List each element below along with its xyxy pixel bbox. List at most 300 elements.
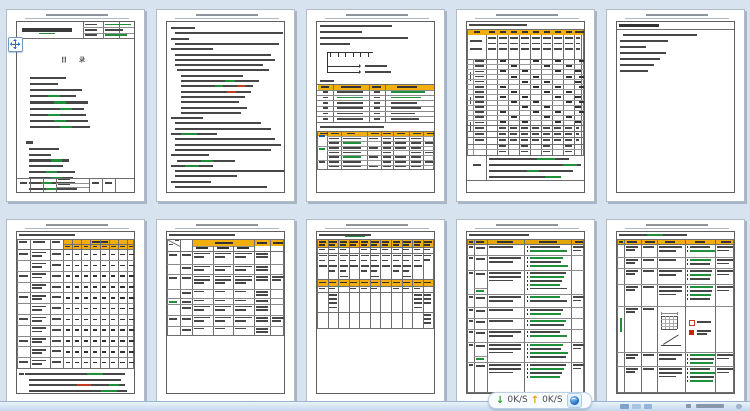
skeleton-text-line	[374, 102, 380, 104]
skeleton-text-line	[690, 298, 710, 300]
skeleton-text-line	[659, 368, 682, 370]
skeleton-text-line	[235, 291, 246, 293]
skeleton-text-line	[177, 69, 269, 71]
table-rule	[167, 264, 284, 265]
skeleton-text-line	[19, 234, 75, 236]
skeleton-text-line	[411, 138, 421, 140]
skeleton-text-line	[544, 116, 550, 118]
table-rule	[467, 294, 584, 295]
skeleton-text-line	[543, 37, 551, 39]
skeleton-text-line	[500, 121, 506, 123]
page-thumbnail[interactable]	[306, 9, 445, 202]
skeleton-text-line	[382, 241, 390, 243]
bullet-dot	[527, 261, 529, 263]
skeleton-text-line	[521, 133, 529, 135]
page-thumbnail[interactable]	[606, 9, 745, 202]
skeleton-text-line	[573, 368, 581, 370]
zoom-slider[interactable]	[696, 404, 724, 408]
skeleton-text-line	[19, 318, 28, 320]
skeleton-text-line	[111, 297, 115, 299]
bullet-dot	[687, 368, 689, 370]
skeleton-text-line	[194, 291, 205, 293]
table-rule	[617, 257, 734, 258]
table-rule	[661, 329, 677, 330]
page-header-rule	[325, 228, 429, 229]
table-rule	[624, 239, 625, 392]
skeleton-text-line	[181, 112, 241, 114]
skeleton-text-line	[256, 309, 268, 311]
table-rule	[467, 307, 584, 308]
skeleton-text-line	[102, 351, 106, 353]
skeleton-text-line	[690, 376, 714, 378]
skeleton-text-line	[565, 151, 572, 153]
bullet-dot	[687, 358, 689, 360]
skeleton-text-line	[256, 279, 268, 281]
skeleton-text-line	[469, 344, 473, 346]
skeleton-text-line	[469, 296, 473, 298]
skeleton-text-line	[337, 97, 363, 99]
skeleton-text-line	[489, 158, 569, 160]
bullet-dot	[687, 246, 689, 248]
skeleton-text-line	[717, 354, 733, 356]
page-header-text	[196, 224, 258, 227]
view-layout-button[interactable]	[620, 404, 629, 409]
table-rule	[317, 106, 434, 107]
table-rule	[474, 356, 487, 357]
skeleton-text-line	[395, 142, 406, 144]
skeleton-text-line	[391, 107, 421, 109]
skeleton-text-line	[102, 340, 106, 342]
table-rule	[317, 116, 434, 117]
page-thumbnail[interactable]	[306, 219, 445, 403]
skeleton-text-line	[237, 85, 245, 87]
skeleton-text-line	[54, 120, 66, 122]
skeleton-text-line	[66, 308, 70, 310]
table-rule	[17, 368, 134, 369]
table-rule	[317, 169, 434, 170]
page-thumbnail[interactable]	[156, 9, 295, 202]
bullet-dot	[527, 276, 529, 278]
table-rule	[486, 155, 487, 180]
skeleton-text-line	[93, 246, 98, 248]
skeleton-text-line	[575, 106, 581, 108]
network-speed-widget[interactable]	[488, 392, 592, 409]
skeleton-text-line	[120, 319, 124, 321]
skeleton-text-line	[374, 107, 380, 109]
table-rule	[17, 314, 134, 315]
skeleton-text-line	[690, 278, 710, 280]
skeleton-text-line	[554, 139, 562, 141]
skeleton-text-line	[84, 329, 88, 331]
page-header-rule	[25, 18, 129, 19]
skeleton-text-line	[573, 344, 584, 346]
table-rule	[467, 137, 584, 138]
skeleton-text-line	[573, 250, 581, 252]
table-rule	[167, 298, 284, 299]
skeleton-text-line	[340, 265, 348, 267]
skeleton-text-line	[111, 340, 115, 342]
view-reading-button[interactable]	[632, 404, 641, 409]
skeleton-text-line	[329, 156, 339, 158]
skeleton-text-line	[475, 81, 484, 83]
skeleton-text-line	[576, 139, 580, 141]
skeleton-text-line	[391, 97, 421, 99]
skeleton-text-line	[469, 320, 473, 322]
skeleton-text-line	[329, 288, 335, 290]
skeleton-text-line	[337, 102, 363, 104]
bullet-dot	[687, 376, 689, 378]
table-rule	[167, 315, 284, 316]
table-rule	[467, 131, 584, 132]
skeleton-text-line	[181, 80, 259, 82]
skeleton-text-line	[411, 152, 421, 154]
skeleton-text-line	[469, 234, 529, 236]
table-rule	[213, 246, 214, 335]
skeleton-text-line	[32, 341, 42, 343]
skeleton-text-line	[499, 133, 507, 135]
skeleton-text-line	[345, 236, 365, 237]
table-rule	[571, 239, 572, 392]
table-rule	[83, 22, 84, 38]
skeleton-text-line	[469, 24, 527, 26]
skeleton-text-line	[361, 255, 369, 257]
skeleton-text-line	[169, 318, 177, 320]
skeleton-text-line	[393, 265, 401, 267]
table-rule	[581, 29, 582, 155]
skeleton-text-line	[619, 241, 623, 243]
page-header-rule	[625, 228, 729, 229]
skeleton-text-line	[182, 267, 191, 269]
skeleton-text-line	[489, 300, 513, 302]
table-rule	[317, 292, 434, 293]
skeleton-text-line	[60, 108, 72, 110]
skeleton-text-line	[32, 360, 46, 362]
skeleton-text-line	[319, 148, 325, 150]
skeleton-text-line	[215, 328, 226, 330]
skeleton-text-line	[371, 249, 377, 251]
bullet-dot	[527, 246, 529, 248]
table-rule	[657, 239, 658, 392]
skeleton-text-line	[414, 294, 422, 296]
skeleton-text-line	[215, 266, 232, 268]
skeleton-text-line	[555, 60, 561, 62]
skeleton-text-line	[489, 344, 521, 346]
skeleton-text-line	[361, 241, 369, 243]
skeleton-text-line	[488, 48, 496, 50]
table-rule	[617, 306, 734, 307]
skeleton-text-line	[84, 319, 88, 321]
skeleton-text-line	[323, 102, 328, 104]
table-rule	[391, 239, 392, 328]
skeleton-text-line	[369, 156, 378, 158]
skeleton-text-line	[111, 265, 115, 267]
skeleton-text-line	[19, 253, 28, 255]
skeleton-text-line	[129, 297, 133, 299]
skeleton-text-line	[424, 244, 430, 246]
skeleton-text-line	[620, 64, 654, 66]
table-rule	[467, 255, 584, 256]
skeleton-text-line	[500, 86, 506, 88]
table-rule	[317, 247, 434, 248]
skeleton-text-line	[129, 254, 133, 256]
skeleton-text-line	[66, 286, 70, 288]
download-speed-value: 0K/S	[507, 395, 528, 405]
skeleton-text-line	[393, 260, 399, 262]
skeleton-text-line	[32, 320, 42, 322]
skeleton-text-line	[75, 297, 79, 299]
page-header-text	[646, 224, 708, 227]
skeleton-text-line	[411, 166, 421, 168]
skeleton-text-line	[425, 161, 433, 163]
skeleton-text-line	[343, 138, 361, 140]
table-rule	[103, 22, 104, 38]
skeleton-text-line	[350, 244, 356, 246]
skeleton-text-line	[371, 260, 377, 262]
skeleton-text-line	[215, 300, 226, 302]
skeleton-text-line	[361, 260, 367, 262]
skeleton-text-line	[539, 241, 557, 243]
skeleton-text-line	[256, 317, 268, 319]
skeleton-text-line	[194, 256, 205, 258]
skeleton-text-line	[272, 317, 284, 319]
skeleton-text-line	[129, 286, 133, 288]
skeleton-text-line	[371, 133, 379, 135]
skeleton-text-line	[522, 70, 528, 72]
skeleton-text-line	[120, 286, 124, 288]
bullet-dot	[687, 270, 689, 272]
skeleton-text-line	[383, 156, 391, 158]
skeleton-text-line	[256, 328, 268, 330]
page-thumbnail[interactable]	[456, 9, 595, 202]
skeleton-text-line	[576, 133, 580, 135]
skeleton-text-line	[690, 246, 710, 248]
skeleton-text-line	[521, 139, 529, 141]
skeleton-text-line	[395, 166, 406, 168]
skeleton-text-line	[397, 133, 405, 135]
skeleton-text-line	[129, 265, 133, 267]
zoom-out-button[interactable]	[686, 404, 691, 408]
skeleton-text-line	[489, 348, 521, 350]
skeleton-text-line	[319, 249, 325, 251]
table-rule	[661, 326, 677, 327]
skeleton-text-line	[475, 127, 484, 129]
skeleton-text-line	[695, 241, 705, 243]
skeleton-text-line	[340, 249, 346, 251]
skeleton-text-line	[194, 266, 211, 268]
skeleton-text-line	[530, 364, 566, 366]
skeleton-text-line	[185, 165, 199, 167]
table-rule	[617, 392, 734, 393]
skeleton-text-line	[29, 154, 51, 156]
skeleton-text-line	[475, 139, 484, 141]
skeleton-text-line	[659, 294, 676, 296]
skeleton-text-line	[20, 182, 27, 184]
skeleton-text-line	[530, 257, 563, 259]
skeleton-text-line	[319, 161, 325, 163]
skeleton-text-line	[566, 76, 572, 78]
skeleton-text-line	[475, 106, 484, 108]
skeleton-text-line	[75, 265, 79, 267]
skeleton-text-line	[576, 48, 580, 50]
skeleton-text-line	[411, 142, 421, 144]
skeleton-text-line	[620, 46, 646, 48]
skeleton-text-line	[171, 27, 195, 29]
skeleton-text-line	[32, 295, 46, 297]
skeleton-text-line	[475, 76, 484, 78]
skeleton-text-line	[84, 265, 88, 267]
skeleton-text-line	[383, 147, 391, 149]
skeleton-text-line	[175, 43, 279, 45]
skeleton-text-line	[543, 48, 551, 50]
table-rule	[317, 131, 318, 169]
table-rule	[17, 303, 134, 304]
skeleton-text-line	[327, 66, 359, 67]
skeleton-text-line	[424, 314, 431, 316]
skeleton-text-line	[129, 362, 133, 364]
table-rule	[617, 352, 734, 353]
page-thumbnail[interactable]	[606, 219, 745, 403]
skeleton-text-line	[29, 148, 59, 150]
table-rule	[349, 239, 350, 328]
skeleton-text-line	[102, 362, 106, 364]
skeleton-text-line	[329, 241, 337, 243]
table-rule	[317, 328, 434, 329]
skeleton-text-line	[329, 265, 337, 267]
skeleton-text-line	[414, 260, 420, 262]
skeleton-text-line	[319, 135, 325, 137]
skeleton-text-line	[256, 269, 268, 271]
skeleton-text-line	[488, 37, 496, 39]
skeleton-text-line	[320, 43, 350, 45]
zoom-in-button[interactable]	[736, 404, 742, 409]
page-content	[17, 232, 134, 393]
skeleton-text-line	[102, 297, 106, 299]
page-thumbnail[interactable]	[456, 219, 595, 403]
skeleton-text-line	[181, 101, 239, 103]
skeleton-text-line	[579, 111, 585, 113]
skeleton-text-line	[383, 166, 391, 168]
table-rule	[487, 239, 488, 392]
skeleton-text-line	[530, 265, 568, 267]
skeleton-text-line	[403, 249, 409, 251]
skeleton-text-line	[530, 356, 566, 358]
skeleton-text-line	[201, 160, 213, 162]
skeleton-text-line	[93, 351, 97, 353]
skeleton-text-line	[32, 273, 46, 275]
skeleton-text-line	[554, 133, 562, 135]
skeleton-text-line	[391, 113, 415, 115]
skeleton-text-line	[372, 86, 381, 88]
bullet-dot	[527, 280, 529, 282]
skeleton-text-line	[424, 302, 431, 304]
skeleton-text-line	[319, 265, 327, 267]
skeleton-text-line	[383, 142, 391, 144]
skeleton-text-line	[169, 277, 177, 279]
upload-speed-value: 0K/S	[542, 395, 563, 405]
skeleton-text-line	[343, 147, 361, 149]
skeleton-text-line	[403, 265, 411, 267]
table-rule	[617, 366, 734, 367]
page-thumbnail[interactable]	[6, 9, 145, 202]
table-rule	[167, 289, 284, 290]
skeleton-text-line	[647, 234, 663, 236]
browser-icon[interactable]	[567, 393, 582, 408]
skeleton-text-line	[87, 373, 103, 375]
skeleton-text-line	[576, 127, 580, 129]
skeleton-text-line	[75, 329, 79, 331]
skeleton-text-line	[690, 372, 715, 374]
skeleton-text-line	[554, 43, 562, 45]
page-header-text	[346, 224, 408, 227]
skeleton-text-line	[565, 145, 572, 147]
page-content	[317, 232, 434, 393]
skeleton-text-line	[235, 300, 246, 302]
skeleton-text-line	[533, 76, 539, 78]
skeleton-text-line	[175, 138, 275, 140]
skeleton-text-line	[101, 390, 117, 392]
skeleton-text-line	[102, 265, 106, 267]
skeleton-text-line	[194, 317, 211, 319]
table-rule	[317, 239, 318, 328]
skeleton-text-line	[626, 246, 638, 248]
skeleton-text-line	[690, 358, 714, 360]
table-rule	[328, 239, 329, 328]
page-thumbnail[interactable]	[6, 219, 145, 403]
skeleton-text-line	[573, 300, 581, 302]
skeleton-text-line	[235, 328, 246, 330]
skeleton-text-line	[343, 156, 361, 158]
skeleton-text-line	[323, 97, 328, 99]
skeleton-text-line	[215, 253, 232, 255]
skeleton-text-line	[511, 116, 517, 118]
skeleton-text-line	[626, 270, 638, 272]
skeleton-text-line	[717, 274, 729, 276]
skeleton-text-line	[510, 127, 518, 129]
skeleton-text-line	[488, 43, 496, 45]
skeleton-text-line	[489, 331, 521, 333]
skeleton-text-line	[393, 282, 400, 284]
table-rule	[617, 244, 734, 245]
skeleton-text-line	[84, 286, 88, 288]
table-rule	[359, 239, 360, 328]
skeleton-text-line	[475, 96, 484, 98]
page-thumbnail[interactable]	[156, 219, 295, 403]
skeleton-text-line	[120, 308, 124, 310]
skeleton-text-line	[169, 254, 177, 256]
table-rule	[30, 178, 31, 192]
skeleton-text-line	[626, 371, 635, 373]
view-web-button[interactable]	[644, 404, 652, 409]
skeleton-text-line	[120, 329, 124, 331]
skeleton-text-line	[48, 114, 60, 116]
skeleton-text-line	[414, 244, 420, 246]
skeleton-text-line	[475, 116, 484, 118]
bullet-dot	[527, 331, 529, 333]
skeleton-text-line	[194, 306, 211, 308]
skeleton-text-line	[327, 52, 373, 53]
skeleton-text-line	[555, 31, 561, 33]
skeleton-text-line	[499, 139, 507, 141]
arrowhead-icon	[359, 70, 363, 74]
skeleton-text-line	[256, 306, 268, 308]
page-header-text	[646, 14, 708, 17]
skeleton-text-line	[371, 288, 377, 290]
skeleton-text-line	[337, 118, 363, 120]
skeleton-text-line	[425, 142, 433, 144]
skeleton-text-line	[500, 60, 506, 62]
legend-outline-red	[689, 320, 695, 326]
skeleton-text-line	[93, 265, 97, 267]
